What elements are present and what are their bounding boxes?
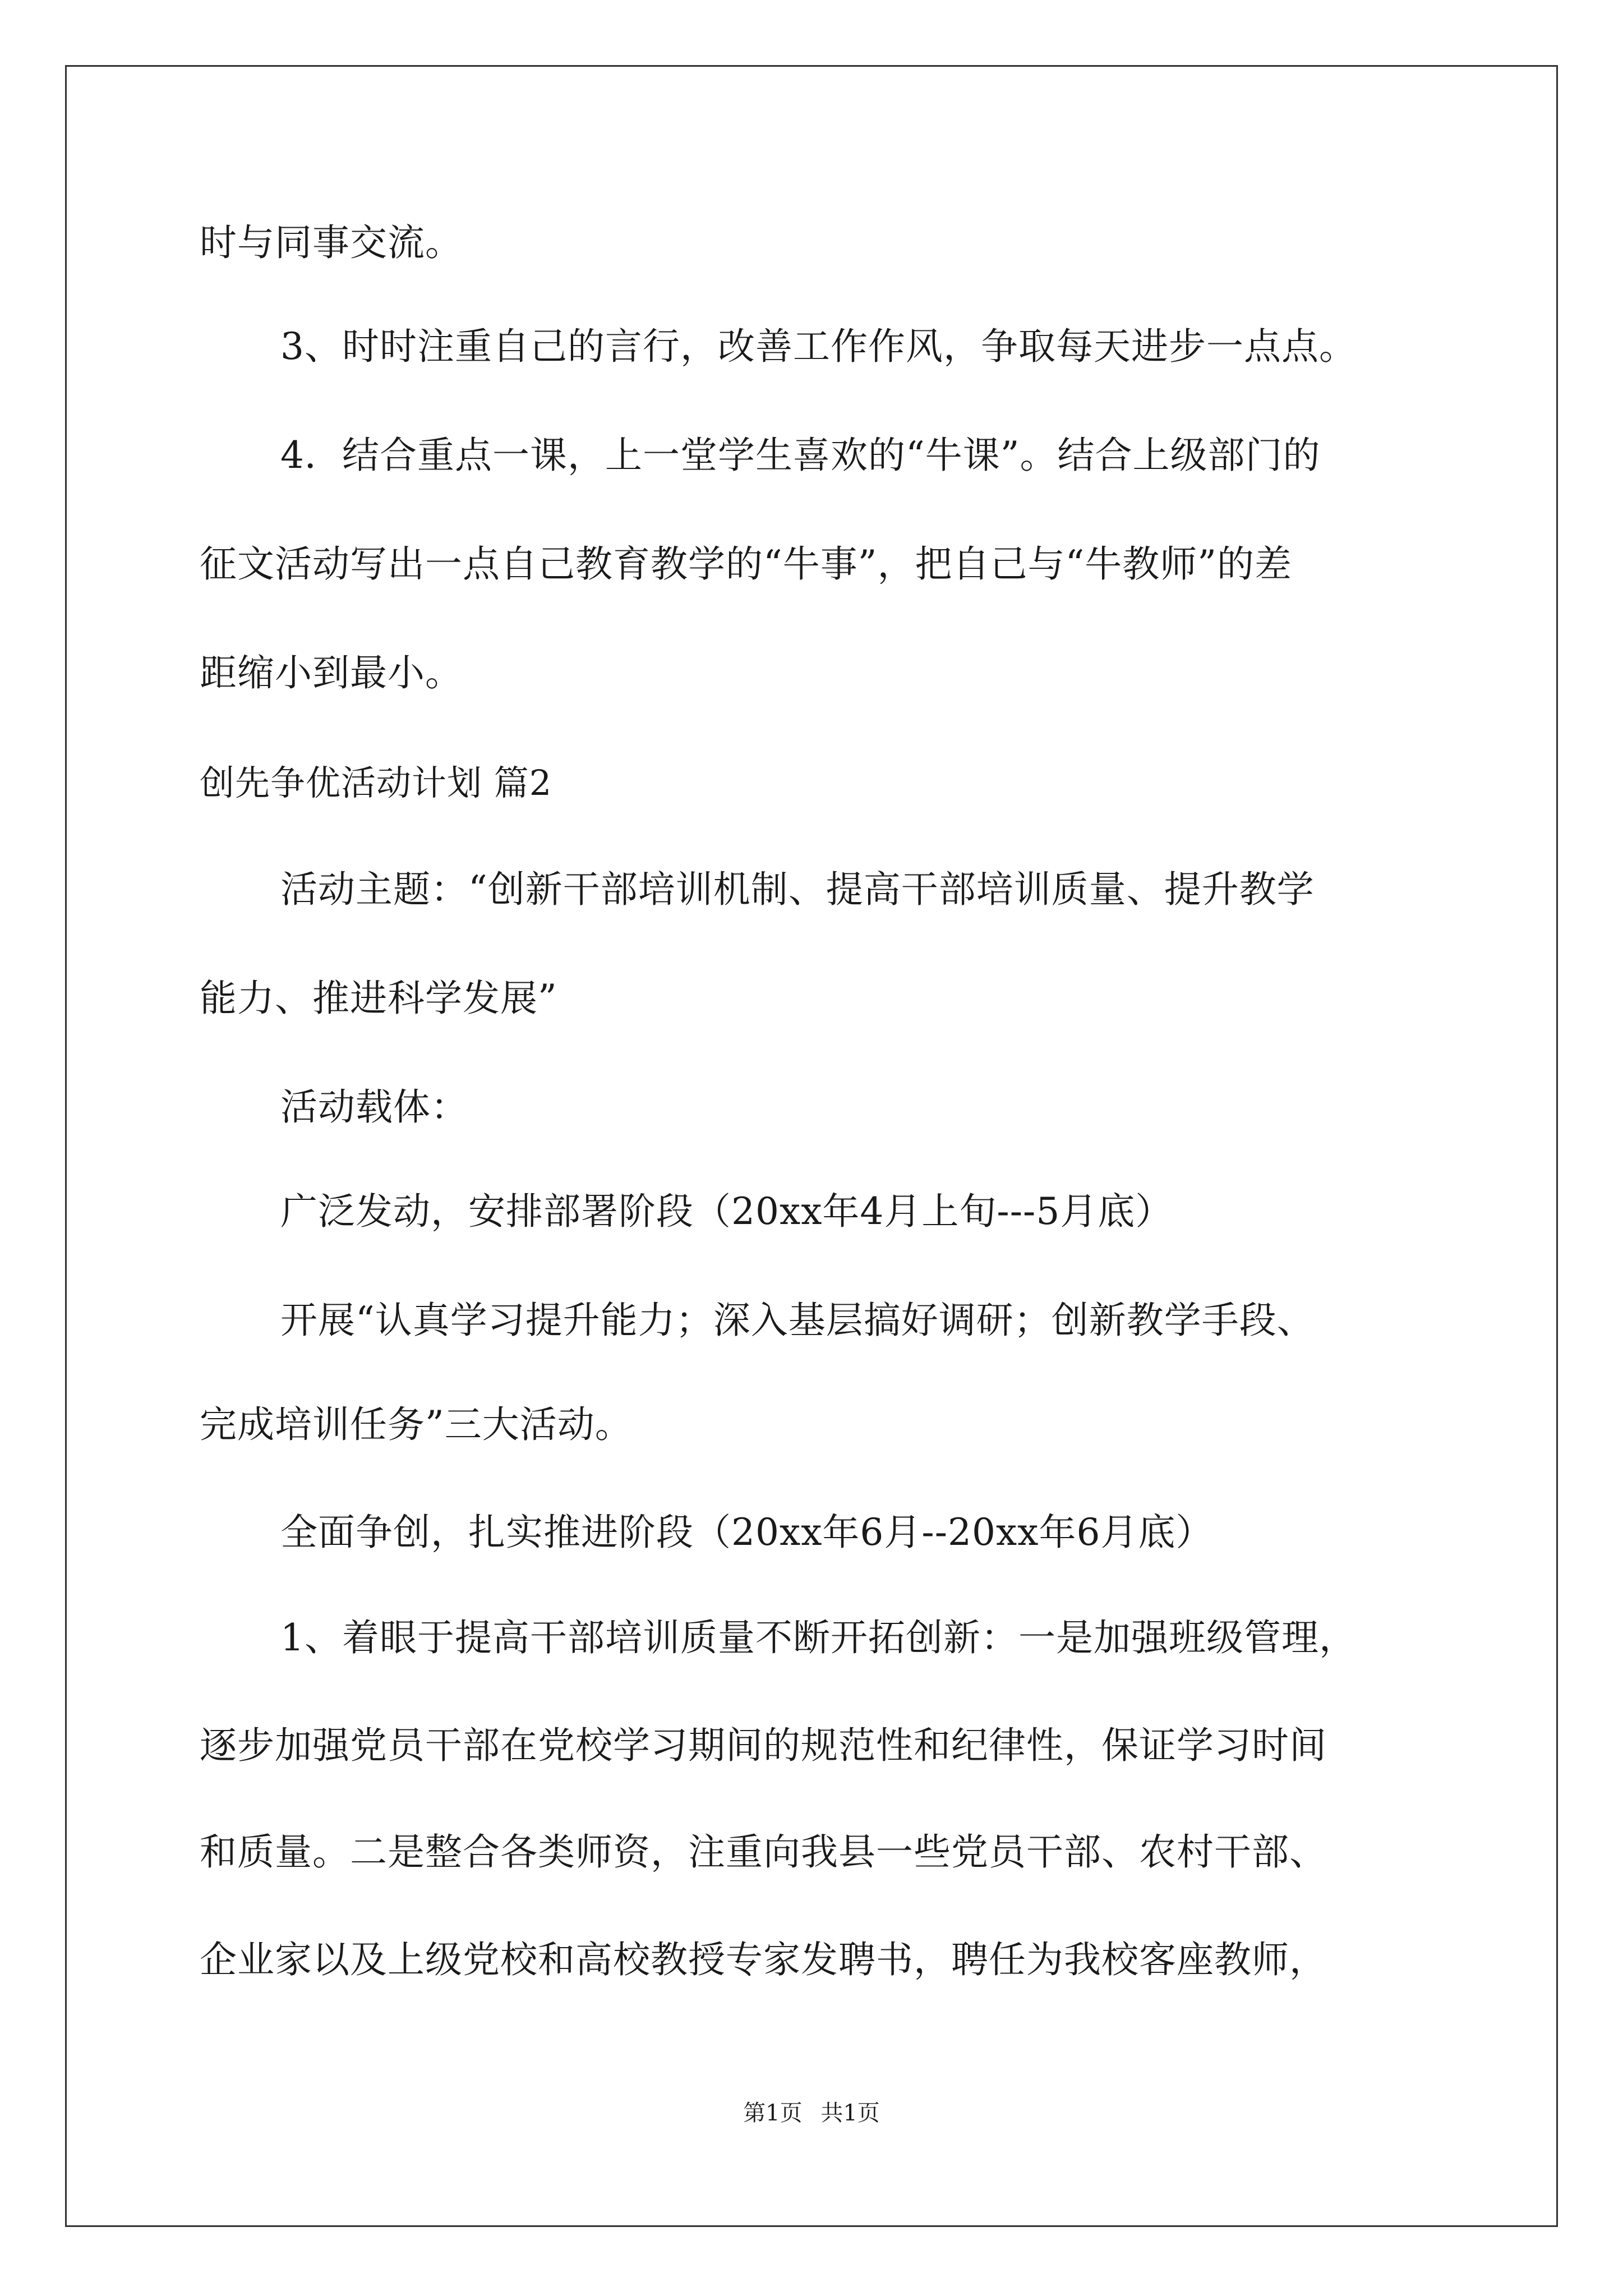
body-line: 全面争创，扎实推进阶段（20xx年6月--20xx年6月底） bbox=[280, 1511, 1214, 1554]
body-line: 开展“认真学习提升能力；深入基层搞好调研；创新教学手段、 bbox=[280, 1299, 1315, 1342]
body-line: 4．结合重点一课，上一堂学生喜欢的“牛课”。结合上级部门的 bbox=[280, 434, 1321, 477]
page-total: 共1页 bbox=[820, 2100, 880, 2126]
body-line: 征文活动写出一点自己教育教学的“牛事”，把自己与“牛教师”的差 bbox=[200, 542, 1292, 586]
body-line: 企业家以及上级党校和高校教授专家发聘书，聘任为我校客座教师， bbox=[200, 1938, 1327, 1981]
body-line: 1、着眼于提高干部培训质量不断开拓创新：一是加强班级管理， bbox=[280, 1616, 1357, 1659]
body-line: 和质量。二是整合各类师资，注重向我县一些党员干部、农村干部、 bbox=[200, 1830, 1327, 1874]
page-number: 第1页 bbox=[743, 2100, 803, 2126]
body-line: 距缩小到最小。 bbox=[200, 651, 463, 694]
body-line: 3、时时注重自己的言行，改善工作作风，争取每天进步一点点。 bbox=[280, 325, 1357, 368]
body-line: 时与同事交流。 bbox=[200, 221, 463, 264]
body-line: 广泛发动，安排部署阶段（20xx年4月上旬---5月底） bbox=[280, 1190, 1173, 1233]
section-heading: 创先争优活动计划 篇2 bbox=[200, 762, 552, 803]
body-line: 逐步加强党员干部在党校学习期间的规范性和纪律性，保证学习时间 bbox=[200, 1724, 1327, 1767]
page-footer bbox=[0, 2099, 1623, 2127]
body-line: 活动载体： bbox=[280, 1085, 468, 1129]
body-line: 能力、推进科学发展” bbox=[200, 977, 557, 1020]
body-line: 活动主题：“创新干部培训机制、提高干部培训质量、提升教学 bbox=[280, 868, 1315, 911]
body-line: 完成培训任务”三大活动。 bbox=[200, 1403, 633, 1446]
page-frame bbox=[65, 65, 1558, 2227]
